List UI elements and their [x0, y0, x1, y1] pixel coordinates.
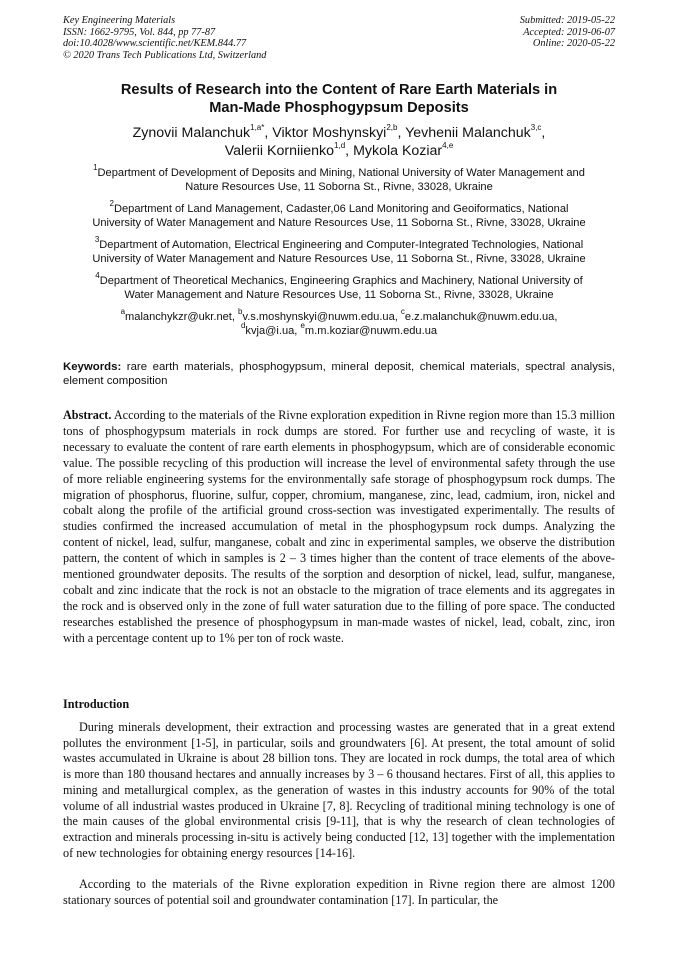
email-link[interactable]: malanchykzr@ukr.net,	[125, 311, 239, 323]
email-list: $^a$malanchykzr@ukr.net, $^b$v.s.moshynskyi@nuwm.edu.ua, $^c$e.z.malanchuk@nuwm.edu.ua, $^d$kvja@i.ua, $^e$m.m.koziar@nuwm.edu.ua	[120, 307, 558, 337]
author-name: Mykola Koziar	[353, 143, 443, 159]
section-heading-introduction: Introduction	[63, 697, 130, 711]
author-name: Yevhenii Malanchuk	[405, 125, 531, 141]
email-link[interactable]: kvja@i.ua,	[245, 324, 301, 337]
email-link[interactable]: m.m.koziar@nuwm.edu.ua	[304, 324, 438, 337]
author-sup: 1,a*	[250, 123, 265, 133]
title-line-1: Results of Research into the Content of Rare Earth Materials in	[120, 82, 558, 98]
affiliation-4: $^4$Department of Theoretical Mechanics, Engineering Graphics and Machinery, National University of Water Management and Nature Resources Use, 11 Soborna St., Rivne, 33028, Ukraine	[95, 271, 583, 301]
affiliation-1: $^1$Department of Development of Deposits and Mining, National University of Water Management and Nature Resources Use, 11 Soborna St., Rivne, 33028, Ukraine	[93, 163, 585, 193]
author-name: Viktor Moshynskyi	[272, 125, 387, 141]
intro-paragraph-2: According to the materials of the Rivne exploration expedition in Rivne region there are almost 1200 stationary sources of potential soil and groundwater contamination [17]. In particular, the	[63, 877, 615, 907]
online-date: Online: 2020-05-22	[532, 38, 615, 50]
accepted-date: Accepted: 2019-06-07	[523, 26, 615, 38]
abstract	[63, 408, 615, 647]
author-list	[63, 124, 615, 160]
affiliation-2: $^2$Department of Land Management, Cadaster,06 Land Monitoring and Geoiformatics, National University of Water Management and Nature Resources Use, 11 Soborna St., Rivne, 33028, Ukraine	[92, 199, 586, 229]
keywords-label: Keywords:	[63, 361, 122, 373]
affiliation-3: $^3$Department of Automation, Electrical Engineering and Computer-Integrated Technologies, National University of Water Management and Nature Resources Use, 11 Soborna St., Rivne, 33028, Ukraine	[92, 235, 586, 265]
author-sup: 3,c	[530, 123, 542, 133]
journal-issn: ISSN: 1662-9795, Vol. 844, pp 77-87	[63, 26, 216, 38]
journal-doi: doi:10.4028/www.scientific.net/KEM.844.77	[63, 38, 247, 50]
keywords-text: rare earth materials, phosphogypsum, mineral deposit, chemical materials, spectral analysis, element composition	[63, 361, 615, 387]
author-sup: 2,b	[386, 123, 398, 133]
paper-title	[63, 81, 615, 117]
keywords	[63, 360, 615, 388]
abstract-text: According to the materials of the Rivne exploration expedition in Rivne region more than 15.3 million tons of phosphogypsum materials in rock dumps are stored. For further use and recycling of waste, it is necessary to evaluate the content of rare earth elements in phosphogypsum, which are of considerable economic value. The possible recycling of this production will increase the level of environmental safety through the use of more reliable engineering systems for the environmentally safe storage of phosphogypsum rock dumps. The migration of phosphorus, fluorine, sulfur, copper, chromium, manganese, zinc, lead, cadmium, iron, nickel and cobalt along the profile of the artificial ground cross-section was investigated experimentally. The results of studies confirmed the increased accumulation of metal in the phosphogypsum rock dumps. Analyzing the content of nickel, lead, sulfur, manganese, cobalt and zinc in experimental samples, we observe the distribution pattern, the content of which in samples is 2 – 3 times higher than the content of trace elements of the above-mentioned groundwater deposits. The results of the sorption and desorption of nickel, lead, sulfur, manganese, cobalt and zinc indicate that the rock is not an obstacle to the migration of trace elements and its aggregates in the rock and is observed only in the zone of full water saturation due to the filling of pore space. The conducted researches established the presence of phosphogypsum in man-made wastes of nickel, lead, cobalt, zinc, iron with a percentage content up to 1% per ton of rock waste.	[63, 408, 615, 645]
author-line-2: Valerii Korniienko$^{1,d}$, Mykola Koziar$^{4,e}$	[224, 141, 454, 159]
author-name: Zynovii Malanchuk	[132, 125, 251, 141]
submitted-date: Submitted: 2019-05-22	[519, 15, 615, 26]
author-line-1: Zynovii Malanchuk$^{1,a*}$, Viktor Moshynskyi$^{2,b}$, Yevhenii Malanchuk$^{3,c}$,	[132, 123, 546, 141]
title-line-2: Man-Made Phosphogypsum Deposits	[209, 100, 469, 116]
journal-name: Key Engineering Materials	[63, 15, 176, 26]
abstract-label: Abstract.	[63, 408, 112, 422]
intro-paragraph-1: During minerals development, their extraction and processing wastes are generated that in a great extend pollutes the environment [1-5], in particular, soils and groundwaters [6]. At present, the total amount of solid wastes accumulated in Ukraine is about 28 billion tons. They are located in rock dumps, the total area of which is more than 180 thousand hectares and annually increases by 3 – 6 thousand hectares. First of all, this applies to mining and metallurgical complex, as the generation of wastes in this industry accounts for 90% of the total volume of all industrial wastes produced in Ukraine [7, 8]. Recycling of traditional mining technology is one of the main causes of the global environmental crisis [9-11], that is why the research of clean technologies of extraction and minerals processing in-situ is actively being conducted [12, 13] together with the implementation of new technologies for obtaining energy resources [14-16].	[63, 720, 615, 860]
author-sup: 1,d	[334, 141, 346, 151]
email-link[interactable]: e.z.malanchuk@nuwm.edu.ua,	[404, 311, 558, 323]
author-sup: 4,e	[442, 141, 454, 151]
author-name: Valerii Korniienko	[224, 143, 335, 159]
journal-copyright: © 2020 Trans Tech Publications Ltd, Switzerland	[63, 49, 267, 61]
email-link[interactable]: v.s.moshynskyi@nuwm.edu.ua,	[242, 311, 401, 323]
journal-info	[63, 15, 266, 61]
submission-dates	[520, 15, 615, 50]
